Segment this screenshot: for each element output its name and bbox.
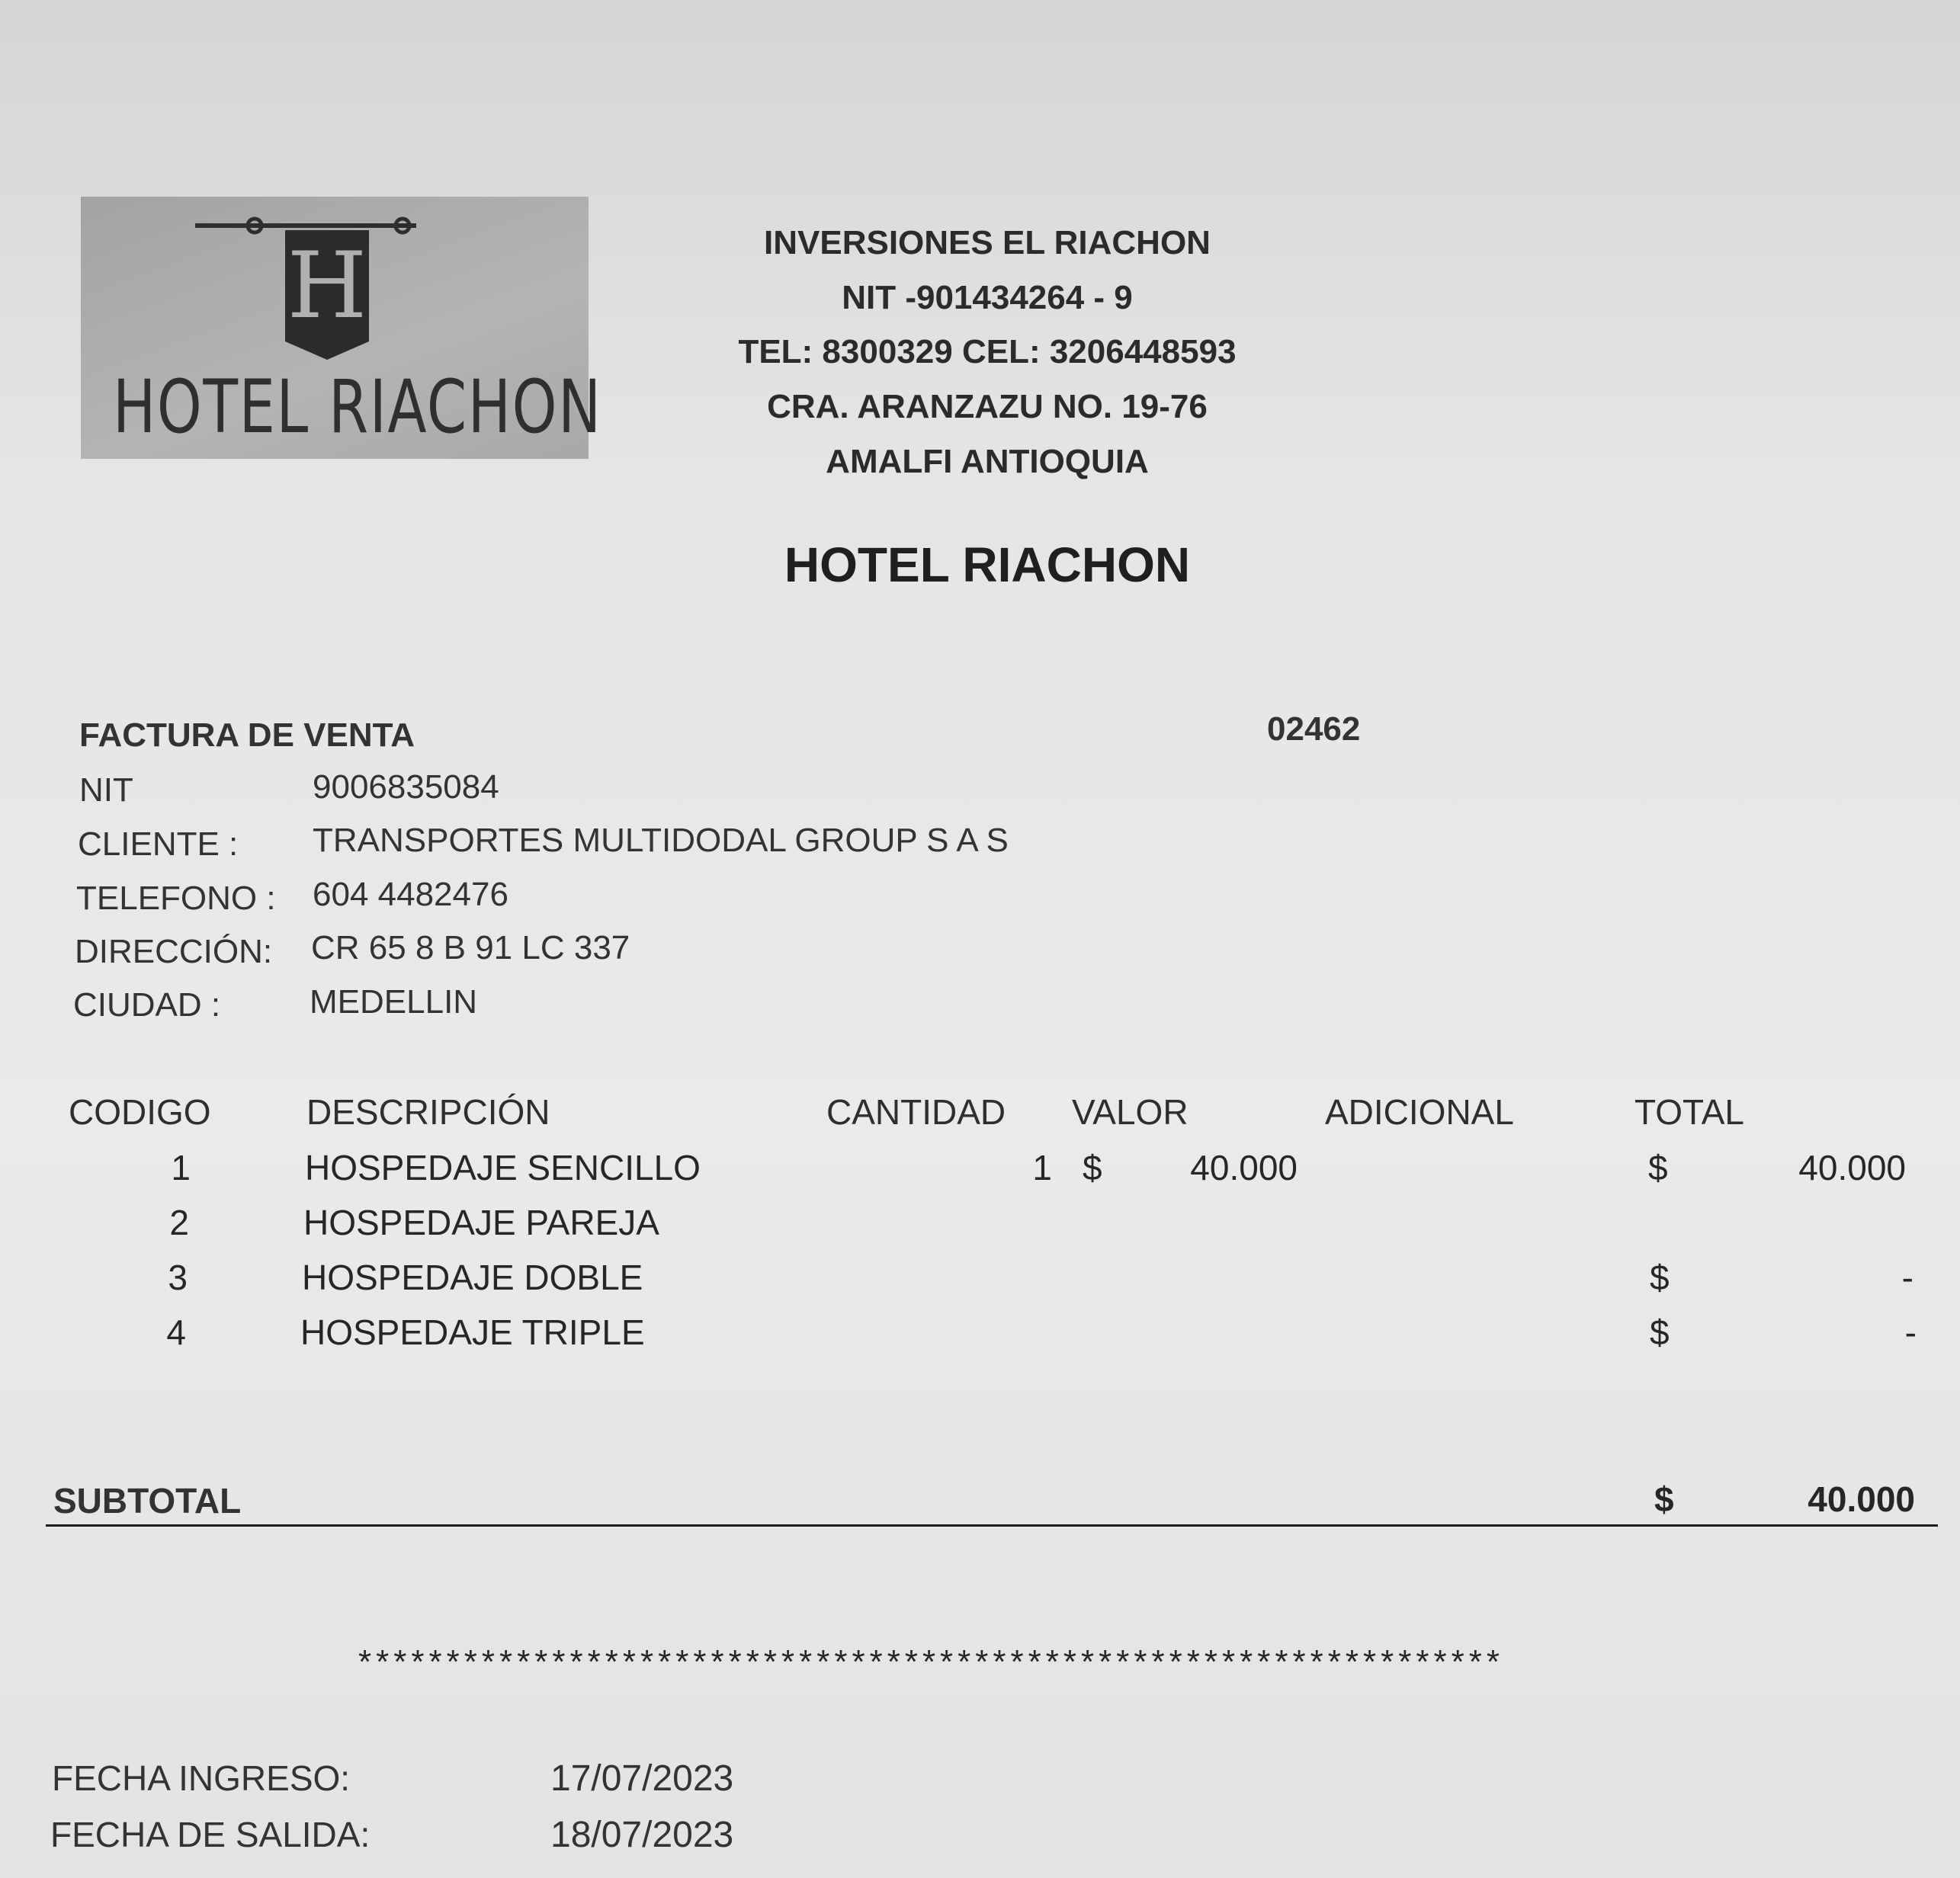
client-name-label: CLIENTE :	[78, 825, 239, 863]
client-address-value: CR 65 8 B 91 LC 337	[311, 929, 630, 966]
logo-letter: H	[287, 233, 367, 339]
header-additional: ADICIONAL	[1325, 1092, 1514, 1132]
invoice-label: FACTURA DE VENTA	[79, 716, 415, 754]
table-row-value-currency: $	[1083, 1148, 1102, 1187]
header-value: VALOR	[1072, 1092, 1189, 1132]
table-row-quantity: 1	[1032, 1148, 1052, 1187]
table-row-total-currency: $	[1650, 1312, 1670, 1352]
table-row-description: HOSPEDAJE PAREJA	[303, 1203, 659, 1242]
company-nit: NIT -901434264 - 9	[842, 279, 1133, 316]
table-row-total-currency: $	[1648, 1148, 1668, 1187]
client-address-label: DIRECCIÓN:	[75, 933, 273, 970]
document-title: HOTEL RIACHON	[784, 537, 1191, 592]
table-row-description: HOSPEDAJE SENCILLO	[305, 1148, 701, 1187]
header-total: TOTAL	[1634, 1092, 1744, 1132]
header-description: DESCRIPCIÓN	[306, 1092, 550, 1132]
header-quantity: CANTIDAD	[826, 1092, 1006, 1132]
table-row-total-currency: $	[1650, 1258, 1670, 1297]
subtotal-label: SUBTOTAL	[53, 1481, 242, 1521]
company-name: INVERSIONES EL RIACHON	[764, 224, 1211, 261]
table-row-code: 4	[166, 1312, 186, 1352]
table-row-code: 1	[171, 1148, 191, 1187]
checkin-label: FECHA INGRESO:	[52, 1758, 351, 1798]
table-row-code: 3	[168, 1258, 188, 1297]
checkout-date: 18/07/2023	[550, 1815, 734, 1855]
table-row-total: -	[1901, 1258, 1913, 1297]
table-row-description: HOSPEDAJE DOBLE	[302, 1258, 643, 1297]
hotel-logo	[81, 197, 602, 459]
company-address: CRA. ARANZAZU NO. 19-76	[767, 388, 1208, 425]
checkin-date: 17/07/2023	[550, 1758, 734, 1799]
invoice-number: 02462	[1267, 710, 1361, 748]
client-nit-label: NIT	[79, 771, 133, 809]
client-name-value: TRANSPORTES MULTIDODAL GROUP S A S	[313, 822, 1009, 859]
header-code: CODIGO	[69, 1092, 211, 1132]
client-city-label: CIUDAD :	[73, 986, 221, 1024]
table-row-code: 2	[169, 1203, 189, 1242]
client-city-value: MEDELLIN	[310, 983, 478, 1021]
table-row-value: 40.000	[1190, 1148, 1298, 1187]
asterisk-separator: *****************************************************************	[358, 1643, 1504, 1681]
subtotal-value: 40.000	[1808, 1479, 1915, 1519]
company-phones: TEL: 8300329 CEL: 3206448593	[738, 333, 1237, 370]
table-row-total: 40.000	[1798, 1148, 1906, 1187]
checkout-label: FECHA DE SALIDA:	[50, 1815, 371, 1854]
subtotal-currency: $	[1654, 1479, 1674, 1519]
client-phone-label: TELEFONO :	[76, 880, 276, 917]
table-row-description: HOSPEDAJE TRIPLE	[300, 1312, 645, 1352]
logo-text: HOTEL RIACHON	[113, 364, 602, 450]
client-phone-value: 604 4482476	[313, 876, 508, 913]
table-row-total: -	[1904, 1312, 1917, 1352]
client-nit-value: 9006835084	[313, 768, 499, 806]
company-city: AMALFI ANTIOQUIA	[826, 443, 1149, 480]
subtotal-divider	[46, 1524, 1938, 1527]
